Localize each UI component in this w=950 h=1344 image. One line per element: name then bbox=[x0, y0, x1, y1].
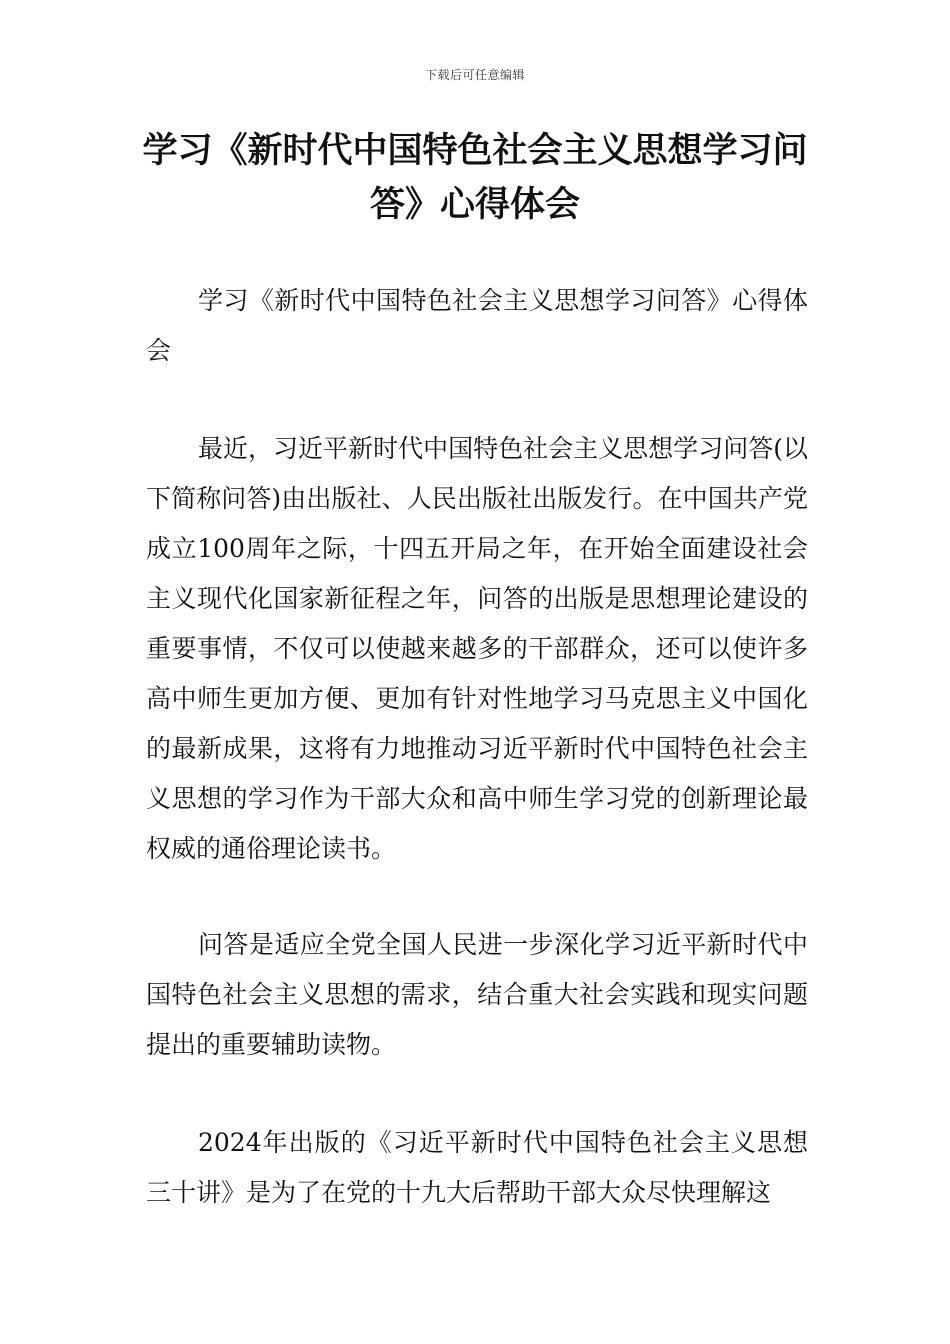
paragraph-4: 2024年出版的《习近平新时代中国特色社会主义思想三十讲》是为了在党的十九大后帮助干部大众尽快理解这 bbox=[146, 1128, 808, 1207]
header-note: 下载后可任意编辑 bbox=[424, 68, 525, 82]
paragraph-1: 学习《新时代中国特色社会主义思想学习问答》心得体会 bbox=[146, 286, 808, 365]
paragraph-3: 问答是适应全党全国人民进一步深化学习近平新时代中国特色社会主义思想的需求，结合重大社会实践和现实问题提出的重要辅助读物。 bbox=[146, 930, 808, 1059]
document-title: 学习《新时代中国特色社会主义思想学习问答》心得体会 bbox=[142, 131, 808, 225]
paragraph-2: 最近，习近平新时代中国特色社会主义思想学习问答(以下简称问答)由出版社、人民出版社出版发行。在中国共产党成立100周年之际，十四五开局之年，在开始全面建设社会主义现代化国家新征程之年，问答的出版是思想理论建设的重要事情，不仅可以使越来越多的干部群众，还可以使许多高中师生更加方便、更加有针对性地学习马克思主义中国化的最新成果，这将有力地推动习近平新时代中国特色社会主义思想的学习作为干部大众和高中师生学习党的创新理论最权威的通俗理论读书。 bbox=[146, 434, 808, 863]
